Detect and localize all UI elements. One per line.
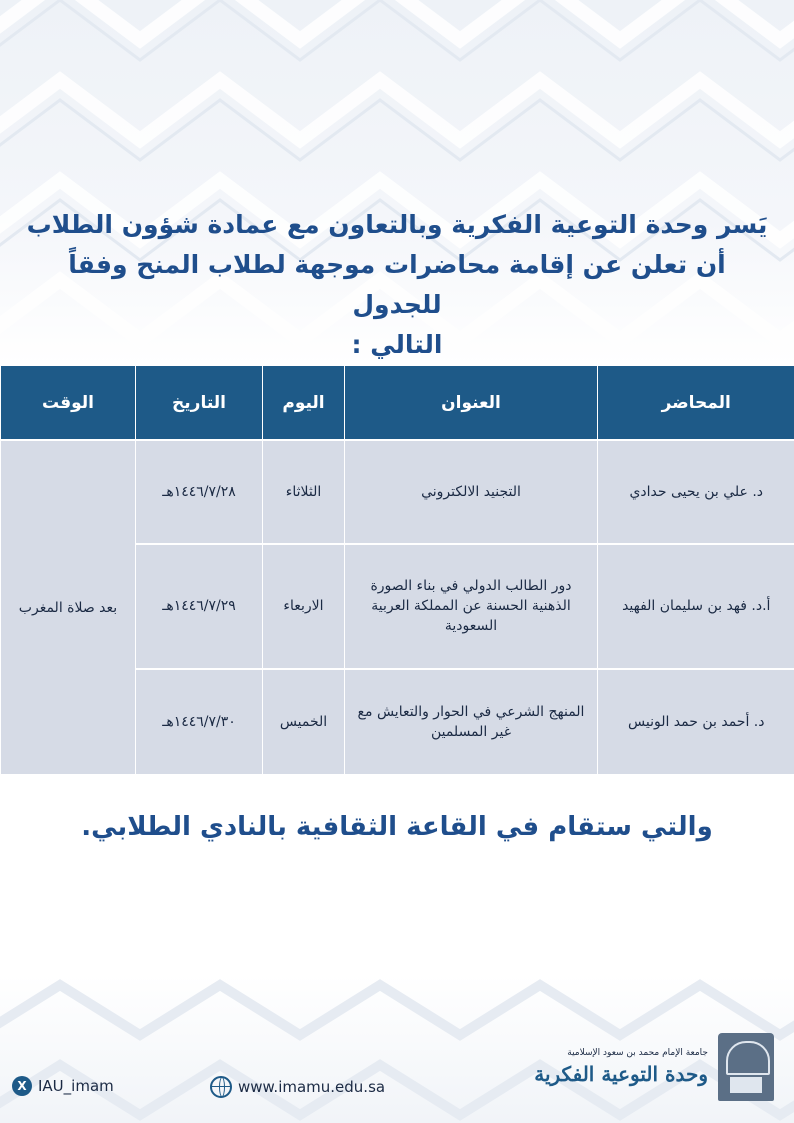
- cell-lecturer: د. علي بن يحيى حدادي: [598, 440, 794, 544]
- table-row: [1, 440, 794, 544]
- cell-day: الاربعاء: [263, 544, 345, 668]
- announcement-text: [20, 205, 774, 365]
- cell-lecturer: أ.د. فهد بن سليمان الفهيد: [598, 544, 794, 668]
- venue-note: والتي ستقام في القاعة الثقافية بالنادي الطلابي.: [81, 812, 713, 842]
- social-handle-text: IAU_imam: [38, 1077, 114, 1095]
- header-time: الوقت: [1, 366, 136, 440]
- announcement-line-2: أن تعلن عن إقامة محاضرات موجهة لطلاب المنح وفقاً للجدول: [68, 250, 726, 319]
- logo-text: [534, 1048, 708, 1086]
- cell-time: بعد صلاة المغرب: [1, 440, 136, 774]
- header-date: التاريخ: [136, 366, 263, 440]
- header-lecturer: المحاضر: [598, 366, 794, 440]
- header-day: اليوم: [263, 366, 345, 440]
- cell-title: المنهج الشرعي في الحوار والتعايش مع غير المسلمين: [345, 669, 598, 774]
- cell-lecturer: د. أحمد بن حمد الونيس: [598, 669, 794, 774]
- cell-date: ١٤٤٦/٧/٢٩هـ: [136, 544, 263, 668]
- table-header-row: [1, 366, 794, 440]
- university-seal-icon: [718, 1033, 774, 1101]
- cell-title: دور الطالب الدولي في بناء الصورة الذهنية الحسنة عن المملكة العربية السعودية: [345, 544, 598, 668]
- university-name: جامعة الإمام محمد بن سعود الإسلامية: [567, 1048, 708, 1058]
- cell-title: التجنيد الالكتروني: [345, 440, 598, 544]
- cell-date: ١٤٤٦/٧/٣٠هـ: [136, 669, 263, 774]
- cell-day: الثلاثاء: [263, 440, 345, 544]
- globe-icon: [210, 1076, 232, 1098]
- announcement-line-1: يَسر وحدة التوعية الفكرية وبالتعاون مع عمادة شؤون الطلاب: [26, 210, 768, 239]
- website-text: www.imamu.edu.sa: [238, 1078, 386, 1096]
- announcement-line-3: التالي :: [351, 330, 443, 359]
- header-title: العنوان: [345, 366, 598, 440]
- social-handle[interactable]: [12, 1076, 114, 1096]
- cell-date: ١٤٤٦/٧/٢٨هـ: [136, 440, 263, 544]
- x-icon: X: [12, 1076, 32, 1096]
- website-link[interactable]: [210, 1076, 385, 1098]
- lecture-schedule-table: [0, 366, 794, 774]
- unit-logo: [534, 1033, 774, 1101]
- cell-day: الخميس: [263, 669, 345, 774]
- unit-name: وحدة التوعية الفكرية: [534, 1062, 708, 1086]
